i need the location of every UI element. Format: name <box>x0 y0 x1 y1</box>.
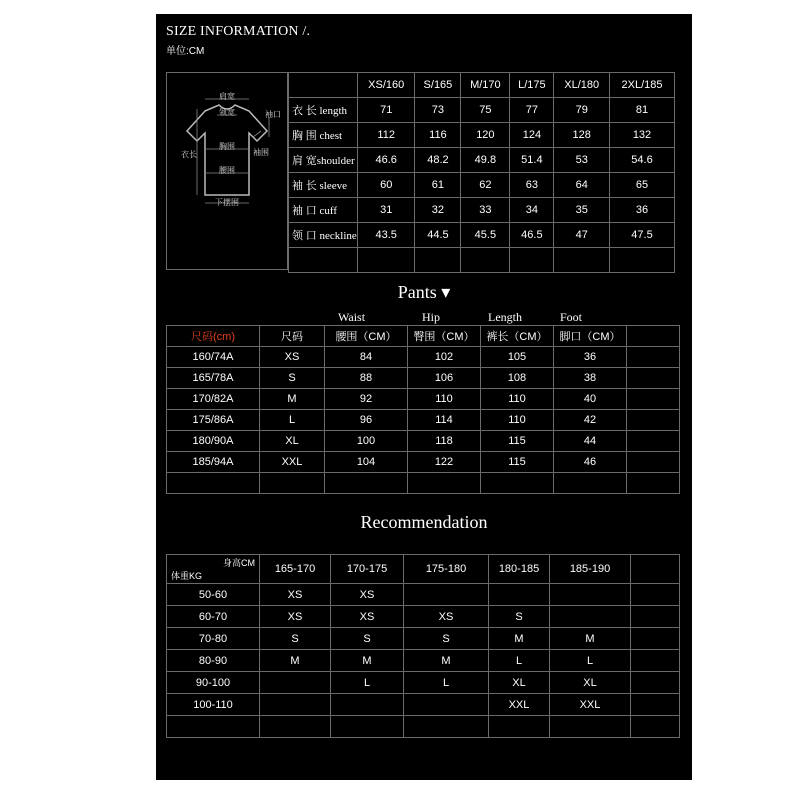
table-cell: S <box>331 628 404 650</box>
table-cell: M <box>331 650 404 672</box>
table-cell: 47.5 <box>609 223 674 248</box>
hem-label: 下摆围 <box>215 198 239 207</box>
table-cell: 106 <box>408 368 481 389</box>
table-cell: 75 <box>461 98 510 123</box>
table-cell: 32 <box>415 198 461 223</box>
table-row <box>289 123 675 148</box>
table-cell: 88 <box>325 368 408 389</box>
table-cell: 60 <box>358 173 415 198</box>
tops-size-table <box>288 72 675 273</box>
table-cell: 53 <box>554 148 610 173</box>
table-row <box>167 606 680 628</box>
table-cell: 31 <box>358 198 415 223</box>
table-cell: 104 <box>325 452 408 473</box>
table-cell: 175/86A <box>167 410 260 431</box>
table-cell: XS <box>331 584 404 606</box>
tops-size-header: XS/160 <box>358 73 415 98</box>
table-cell: XS <box>260 347 325 368</box>
weight-range-cell: 50-60 <box>167 584 260 606</box>
table-cell: S <box>489 606 550 628</box>
size-info-title: SIZE INFORMATION /. <box>166 24 311 39</box>
row-label: 领 口 neckline <box>289 223 358 248</box>
pants-title: Pants ▾ <box>397 282 451 302</box>
row-label: 胸 围 chest <box>289 123 358 148</box>
tops-size-header: M/170 <box>461 73 510 98</box>
weight-range-cell: 60-70 <box>167 606 260 628</box>
table-row <box>289 148 675 173</box>
table-cell: 35 <box>554 198 610 223</box>
recommendation-table <box>166 554 680 738</box>
hip-col-title: Hip <box>422 310 440 324</box>
table-cell <box>404 584 489 606</box>
sleeve-label: 袖围 <box>253 148 269 157</box>
table-cell: 105 <box>481 347 554 368</box>
table-row <box>167 368 680 389</box>
tops-size-header: 2XL/185 <box>609 73 674 98</box>
table-cell: XL <box>550 672 631 694</box>
table-row <box>167 672 680 694</box>
neck-label: 领宽 <box>219 108 235 117</box>
table-row-empty <box>167 473 680 494</box>
table-cell: 63 <box>510 173 554 198</box>
table-cell: 71 <box>358 98 415 123</box>
table-row <box>289 198 675 223</box>
table-cell: L <box>489 650 550 672</box>
table-cell <box>404 694 489 716</box>
tops-header-row <box>289 73 675 98</box>
length-col-title: Length <box>488 310 522 324</box>
corner-cell <box>167 555 260 584</box>
row-label: 衣 长 length <box>289 98 358 123</box>
table-cell: 120 <box>461 123 510 148</box>
table-cell: S <box>260 628 331 650</box>
table-cell: 100 <box>325 431 408 452</box>
table-cell: 45.5 <box>461 223 510 248</box>
table-cell: 49.8 <box>461 148 510 173</box>
table-cell: 64 <box>554 173 610 198</box>
table-cell <box>550 584 631 606</box>
table-cell <box>260 672 331 694</box>
table-row <box>167 628 680 650</box>
table-cell: 115 <box>481 452 554 473</box>
length-label: 衣长 <box>181 150 197 159</box>
weight-range-cell: 90-100 <box>167 672 260 694</box>
table-cell: S <box>260 368 325 389</box>
table-row <box>167 452 680 473</box>
table-cell: M <box>260 389 325 410</box>
table-cell: 34 <box>510 198 554 223</box>
shoulder-label: 肩宽 <box>219 92 235 101</box>
table-row-empty <box>167 716 680 738</box>
table-cell: 81 <box>609 98 674 123</box>
table-cell: 73 <box>415 98 461 123</box>
table-cell: XS <box>331 606 404 628</box>
chest-label: 胸围 <box>219 142 235 151</box>
table-cell: XS <box>404 606 489 628</box>
table-cell: 36 <box>554 347 627 368</box>
tops-size-header: XL/180 <box>554 73 610 98</box>
height-range-header: 180-185 <box>489 555 550 584</box>
table-cell: L <box>331 672 404 694</box>
table-header-cell: 脚口（CM） <box>554 326 627 347</box>
table-cell: 185/94A <box>167 452 260 473</box>
table-cell <box>331 694 404 716</box>
table-cell: 46.5 <box>510 223 554 248</box>
table-row <box>167 650 680 672</box>
table-cell: 122 <box>408 452 481 473</box>
recommendation-header-row <box>167 555 680 584</box>
table-cell: 33 <box>461 198 510 223</box>
recommendation-title: Recommendation <box>360 512 488 532</box>
tops-corner-cell <box>289 73 358 98</box>
table-cell: 46 <box>554 452 627 473</box>
height-range-header: 170-175 <box>331 555 404 584</box>
table-cell: 170/82A <box>167 389 260 410</box>
table-cell: 108 <box>481 368 554 389</box>
table-row <box>167 694 680 716</box>
row-label: 肩 宽shoulder <box>289 148 358 173</box>
table-cell: 62 <box>461 173 510 198</box>
table-cell: XL <box>260 431 325 452</box>
height-range-header: 185-190 <box>550 555 631 584</box>
table-row <box>289 223 675 248</box>
table-cell <box>550 606 631 628</box>
weight-range-cell: 70-80 <box>167 628 260 650</box>
table-cell: M <box>489 628 550 650</box>
table-cell: 42 <box>554 410 627 431</box>
table-row <box>167 431 680 452</box>
table-cell: 77 <box>510 98 554 123</box>
table-row <box>167 410 680 431</box>
table-cell: 114 <box>408 410 481 431</box>
table-cell: 110 <box>481 410 554 431</box>
table-cell: XS <box>260 606 331 628</box>
table-cell: 38 <box>554 368 627 389</box>
table-header-cell <box>627 326 680 347</box>
table-cell: L <box>404 672 489 694</box>
table-cell: XXL <box>260 452 325 473</box>
pants-header-row <box>167 326 680 347</box>
table-cell: M <box>404 650 489 672</box>
table-cell: 115 <box>481 431 554 452</box>
table-cell: S <box>404 628 489 650</box>
table-cell: 128 <box>554 123 610 148</box>
table-cell: 65 <box>609 173 674 198</box>
table-cell: 124 <box>510 123 554 148</box>
table-cell: 92 <box>325 389 408 410</box>
table-header-cell: 腰围（CM） <box>325 326 408 347</box>
table-cell: 47 <box>554 223 610 248</box>
height-corner-label: 身高CM <box>223 558 255 568</box>
table-cell: 43.5 <box>358 223 415 248</box>
table-cell: 40 <box>554 389 627 410</box>
waist-label: 腰围 <box>219 166 235 175</box>
table-cell <box>489 584 550 606</box>
weight-range-cell: 100-110 <box>167 694 260 716</box>
cuff-label: 袖口 <box>265 110 281 119</box>
tops-size-header: S/165 <box>415 73 461 98</box>
table-cell: 132 <box>609 123 674 148</box>
table-row <box>167 584 680 606</box>
table-cell: XXL <box>489 694 550 716</box>
table-cell: 165/78A <box>167 368 260 389</box>
size-chart-sheet <box>156 14 692 780</box>
table-cell: 84 <box>325 347 408 368</box>
table-cell: 118 <box>408 431 481 452</box>
table-cell: 112 <box>358 123 415 148</box>
table-cell: XXL <box>550 694 631 716</box>
table-cell: XS <box>260 584 331 606</box>
weight-corner-label: 体重KG <box>171 571 203 581</box>
table-row-empty <box>289 248 675 273</box>
table-cell: 102 <box>408 347 481 368</box>
pants-size-table <box>166 325 680 494</box>
table-cell: 44 <box>554 431 627 452</box>
table-cell: M <box>260 650 331 672</box>
table-cell: L <box>260 410 325 431</box>
table-cell: 44.5 <box>415 223 461 248</box>
table-row <box>167 347 680 368</box>
table-header-cell: 臀围（CM） <box>408 326 481 347</box>
table-header-cell: 尺码(cm) <box>167 326 260 347</box>
table-cell: 96 <box>325 410 408 431</box>
table-cell: 110 <box>481 389 554 410</box>
table-cell: 46.6 <box>358 148 415 173</box>
table-cell: 61 <box>415 173 461 198</box>
table-header-cell: 裤长（CM） <box>481 326 554 347</box>
unit-label: 单位:CM <box>166 46 205 57</box>
table-cell: 54.6 <box>609 148 674 173</box>
table-cell: 51.4 <box>510 148 554 173</box>
table-header-cell: 尺码 <box>260 326 325 347</box>
tshirt-diagram <box>166 72 288 270</box>
table-row <box>289 173 675 198</box>
table-cell: M <box>550 628 631 650</box>
table-cell: 36 <box>609 198 674 223</box>
table-row <box>167 389 680 410</box>
table-cell: 116 <box>415 123 461 148</box>
row-label: 袖 口 cuff <box>289 198 358 223</box>
table-cell: 160/74A <box>167 347 260 368</box>
height-range-header: 165-170 <box>260 555 331 584</box>
table-row <box>289 98 675 123</box>
table-cell: 110 <box>408 389 481 410</box>
foot-col-title: Foot <box>560 310 583 324</box>
table-cell: 48.2 <box>415 148 461 173</box>
row-label: 袖 长 sleeve <box>289 173 358 198</box>
table-cell: 180/90A <box>167 431 260 452</box>
weight-range-cell: 80-90 <box>167 650 260 672</box>
waist-col-title: Waist <box>338 310 366 324</box>
tops-size-header: L/175 <box>510 73 554 98</box>
table-cell: XL <box>489 672 550 694</box>
height-range-header: 175-180 <box>404 555 489 584</box>
table-cell: 79 <box>554 98 610 123</box>
table-cell: L <box>550 650 631 672</box>
table-cell <box>260 694 331 716</box>
